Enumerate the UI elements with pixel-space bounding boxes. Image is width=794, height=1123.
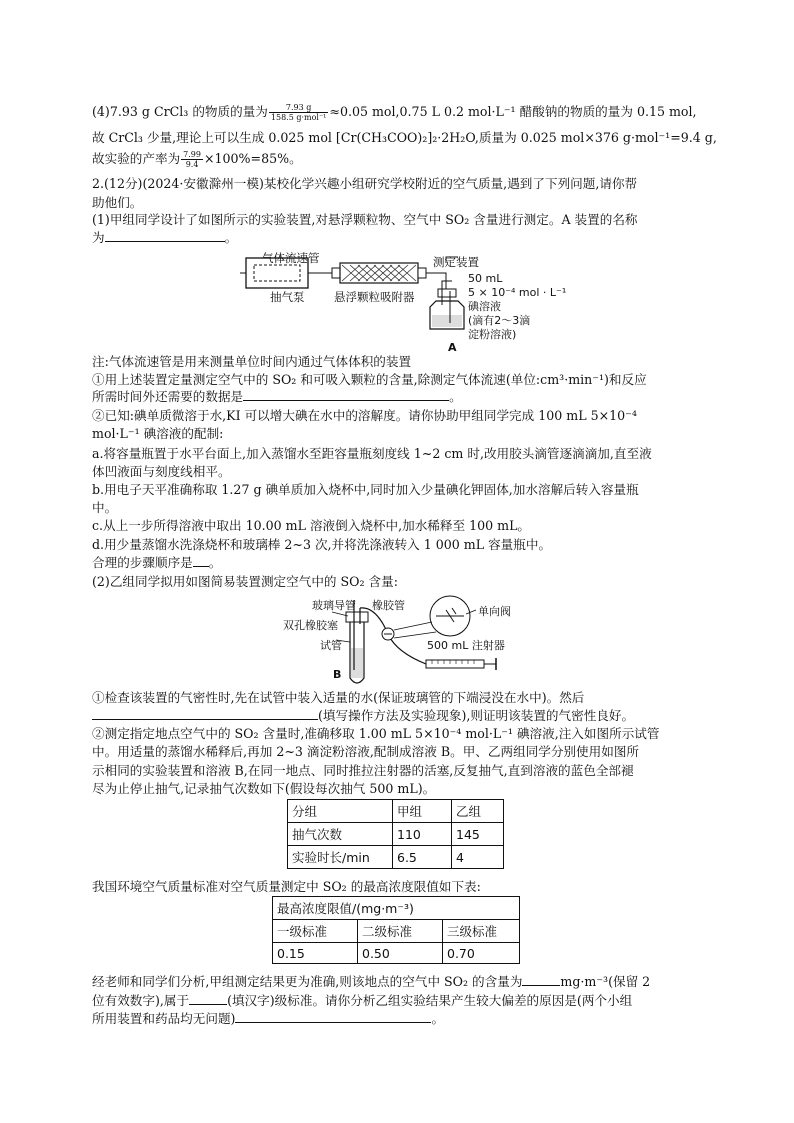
table-title-cell: 最高浓度限值/(mg·m⁻³) — [273, 897, 520, 920]
answer-blank[interactable] — [92, 708, 318, 720]
table-cell: 145 — [452, 823, 504, 846]
q2-part1: (1)甲组同学设计了如图所示的实验装置,对悬浮颗粒物、空气中 SO₂ 含量进行测定。A 装置的名称 — [92, 212, 638, 227]
label-vol: 50 mL — [468, 272, 503, 285]
e1-line-cont — [92, 708, 634, 723]
text: (填写操作方法及实验现象),则证明该装置的气密性良好。 — [318, 708, 635, 723]
table-cell: 6.5 — [393, 846, 452, 869]
c2-line-cont: mol·L⁻¹ 碘溶液的配制: — [92, 426, 224, 441]
table-cell: 实验时长/min — [288, 846, 393, 869]
label-measure: 测定装置 — [433, 255, 479, 269]
step-b: b.用电子天平准确称取 1.27 g 碘单质加入烧杯中,同时加入少量碘化钾固体,加水溶解后转入容量瓶 — [92, 482, 639, 497]
tube-liquid — [351, 648, 363, 678]
text: 所用装置和药品均无问题) — [92, 1011, 236, 1026]
bottle-stopper — [438, 289, 456, 297]
table-cell: 4 — [452, 846, 504, 869]
table-header-cell: 二级标准 — [358, 920, 443, 943]
answer-blank[interactable] — [105, 230, 225, 242]
syringe-barrel — [426, 660, 484, 668]
solution — [432, 315, 462, 327]
table-header-cell: 甲组 — [393, 800, 452, 823]
label-adsorber: 悬浮颗粒吸附器 — [334, 290, 415, 304]
final-line-a — [92, 974, 650, 989]
table-cell: 0.15 — [273, 943, 358, 964]
e2-line: ②测定指定地点空气中的 SO₂ 含量时,准确移取 1.00 mL 5×10⁻⁴ mol·L⁻¹ 碘溶液,注入如图所示试管 — [92, 726, 660, 741]
c1-line: ①用上述装置定量测定空气中的 SO₂ 和可吸入颗粒的含量,除测定气体流速(单位:cm³·min⁻¹)和反应 — [92, 372, 647, 387]
text: mg·m⁻³(保留 2 — [560, 974, 651, 989]
note-line: 注:气体流速管是用来测量单位时间内通过气体体积的装置 — [92, 354, 412, 369]
e2-line-c: 示相同的实验装置和溶液 B,在同一地点、同时推拉注射器的活塞,反复抽气,直到溶液的蓝色全部褪 — [92, 763, 634, 778]
label-B: B — [333, 668, 342, 681]
label-pump: 抽气泵 — [270, 290, 305, 304]
table-cell: 0.50 — [358, 943, 443, 964]
label-tube: 试管 — [320, 639, 342, 652]
stopper — [346, 612, 368, 622]
text: 。 — [224, 230, 238, 245]
table-header-row — [288, 800, 504, 823]
table-header-row — [273, 920, 520, 943]
answer-blank[interactable] — [189, 993, 227, 1005]
e1-line: ①检查该装置的气密性时,先在试管中装入适量的水(保证玻璃管的下端浸没在水中)。然后 — [92, 690, 585, 705]
text: ≈0.05 mol,0.75 L 0.2 mol·L⁻¹ 醋酸钠的物质的量为 0.15 mol, — [329, 104, 697, 119]
table-standards — [272, 896, 520, 964]
label-bottle-info — [468, 272, 566, 342]
text: (4)7.93 g CrCl₃ 的物质的量为 — [92, 104, 268, 119]
label-valve: 单向阀 — [478, 605, 511, 618]
e2-line-b: 中。用适量的蒸馏水稀释后,再加 2~3 滴淀粉溶液,配制成溶液 B。甲、乙两组同学分别使用如图所 — [92, 744, 640, 759]
part4-line3 — [92, 150, 302, 169]
step-a-cont: 体凹液面与刻度线相平。 — [92, 464, 231, 479]
text: 位有效数字),属于 — [92, 993, 190, 1008]
label-conc: 5 × 10⁻⁴ mol · L⁻¹ — [468, 286, 567, 299]
step-c: c.从上一步所得溶液中取出 10.00 mL 溶液倒入烧杯中,加水稀释至 100 mL。 — [92, 518, 531, 533]
e2-line-d: 尽为止停止抽气,记录抽气次数如下(假设每次抽气 500 mL)。 — [92, 781, 436, 796]
part4-line2: 故 CrCl₃ 少量,理论上可以生成 0.025 mol [Cr(CH₃COO)₂]₂·2H₂O,质量为 0.025 mol×376 g·mol⁻¹=9.4 g, — [92, 130, 717, 145]
final-line-c — [92, 1011, 444, 1026]
fraction-mass — [269, 103, 329, 122]
step-a: a.将容量瓶置于水平台面上,加入蒸馏水至距容量瓶刻度线 1~2 cm 时,改用胶头滴管逐滴滴加,直至液 — [92, 446, 652, 461]
q2-header: 2.(12分)(2024·安徽滁州一模)某校化学兴趣小组研究学校附近的空气质量,遇到了下列问题,请你帮 — [92, 176, 638, 191]
text: 故实验的产率为 — [92, 151, 181, 166]
text: 所需时间外还需要的数据是 — [92, 389, 244, 404]
text: 经老师和同学们分析,甲组测定结果更为准确,则该地点的空气中 SO₂ 的含量为 — [92, 974, 523, 989]
text: 。 — [208, 555, 222, 570]
text: ×100%=85%。 — [203, 151, 302, 166]
final-line-b — [92, 993, 632, 1008]
table-cell: 110 — [393, 823, 452, 846]
table-results — [287, 799, 504, 869]
frac-den: 9.4 — [185, 160, 199, 169]
table-header-cell: 分组 — [288, 800, 393, 823]
pointer-line — [394, 622, 432, 630]
frac-den: 158.5 g·mol⁻¹ — [270, 113, 327, 122]
part4-line1 — [92, 103, 697, 122]
answer-blank[interactable] — [243, 389, 449, 401]
text: 。 — [449, 389, 462, 404]
step-d: d.用少量蒸馏水洗涤烧杯和玻璃棒 2~3 次,并将洗涤液转入 1 000 mL 容量瓶中。 — [92, 537, 552, 552]
text: 。 — [431, 1011, 445, 1026]
part2-line: (2)乙组同学拟用如图简易装置测定空气中的 SO₂ 含量: — [92, 574, 398, 589]
connector — [418, 268, 426, 278]
table-title-row — [273, 897, 520, 920]
fraction-yield — [181, 150, 203, 169]
flow-tube — [254, 265, 300, 281]
label-note2: 淀粉溶液) — [468, 328, 517, 341]
label-note1: (滴有2～3滴 — [468, 314, 531, 327]
step-b-cont: 中。 — [92, 500, 118, 515]
standard-intro: 我国环境空气质量标准对空气质量测定中 SO₂ 的最高浓度限值如下表: — [92, 879, 481, 894]
connector — [332, 268, 340, 278]
c2-line: ②已知:碘单质微溶于水,KI 可以增大碘在水中的溶解度。请你协助甲组同学完成 100 mL 5×10⁻⁴ — [92, 408, 637, 423]
table-header-cell: 一级标准 — [273, 920, 358, 943]
table-row — [273, 943, 520, 964]
label-glass: 玻璃导管 — [312, 599, 356, 612]
answer-blank[interactable] — [522, 974, 560, 986]
q2-header-cont: 助他们。 — [92, 195, 143, 210]
order-line — [92, 555, 221, 570]
table-cell: 0.70 — [443, 943, 520, 964]
answer-blank[interactable] — [193, 555, 209, 567]
table-cell: 抽气次数 — [288, 823, 393, 846]
table-header-cell: 三级标准 — [443, 920, 520, 943]
text: 为 — [92, 230, 105, 245]
label-A: A — [448, 341, 457, 354]
frac-num: 7.99 — [183, 150, 201, 159]
text: (填汉字)级标准。请你分析乙组实验结果产生较大偏差的原因是(两个小组 — [227, 993, 633, 1008]
table-header-cell: 乙组 — [452, 800, 504, 823]
q2-part1-cont — [92, 230, 237, 245]
label-sol: 碘溶液 — [468, 300, 501, 313]
label-syringe: 500 mL 注射器 — [427, 639, 505, 652]
label-stopper: 双孔橡胶塞 — [283, 619, 338, 632]
text: 合理的步骤顺序是 — [92, 555, 193, 570]
frac-num: 7.93 g — [269, 103, 329, 113]
label-rubber: 橡胶管 — [372, 599, 405, 612]
table-row — [288, 846, 504, 869]
label-flow-tube: 气体流速管 — [262, 251, 320, 265]
c1-line-cont — [92, 389, 462, 404]
table-row — [288, 823, 504, 846]
answer-blank[interactable] — [235, 1011, 431, 1023]
